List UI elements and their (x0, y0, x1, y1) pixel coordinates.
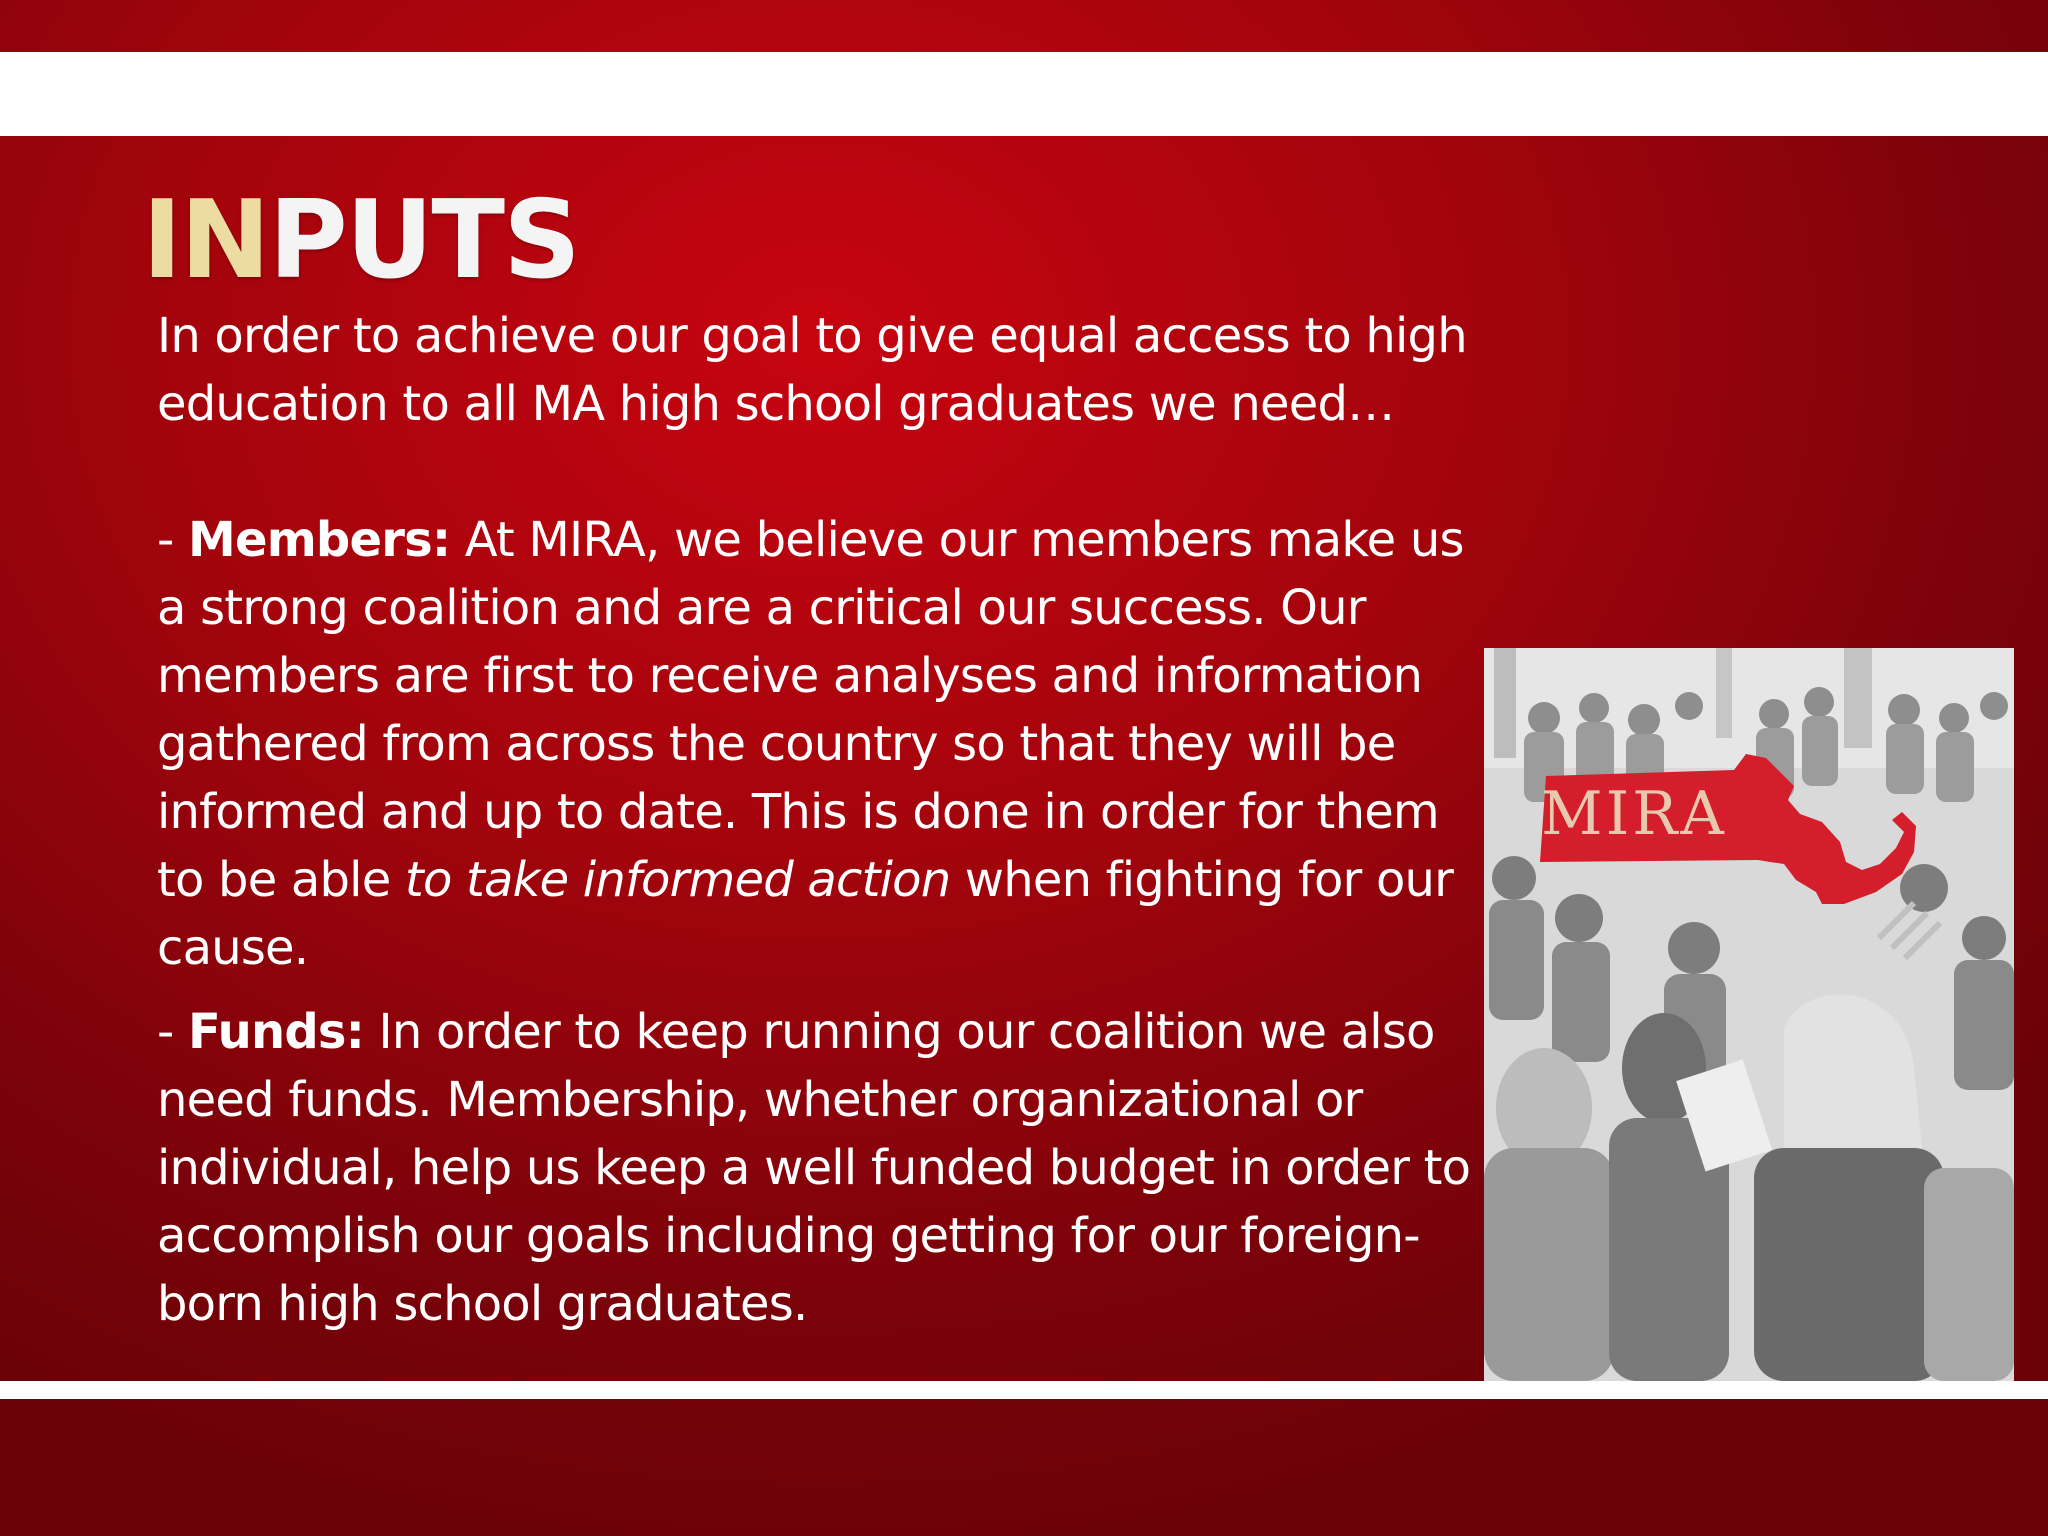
funds-label: Funds: (187, 1004, 365, 1060)
title-highlight: IN (142, 178, 269, 303)
intro-paragraph: In order to achieve our goal to give equal access to high education to all MA high school graduates we need… (157, 308, 1467, 432)
members-text: At MIRA, we believe our members make us a strong coalition and are a critical our success. Our members are first to receive analyses and information gathered from across the country so that they will be informed and up to date. This is done in order for them to be able (157, 512, 1464, 908)
members-label: Members: (187, 512, 451, 568)
bottom-white-band (0, 1381, 2048, 1399)
mira-crowd-photo (1484, 648, 2014, 1381)
title-rest: PUTS (268, 178, 579, 303)
funds-text: In order to keep running our coalition we also need funds. Membership, whether organizational or individual, help us keep a well funded budget in order to accomplish our goals including getting for our foreign-born high school graduates. (157, 1004, 1471, 1332)
funds-paragraph (157, 998, 1497, 1338)
members-dash: - (157, 512, 188, 568)
members-text-end: when fighting for our cause. (157, 852, 1454, 976)
slide-title (142, 176, 579, 306)
funds-dash: - (157, 1004, 188, 1060)
body-text (157, 302, 1497, 1338)
members-paragraph (157, 506, 1497, 982)
map-logo-text: MIRA (1541, 779, 1727, 849)
members-italic-text: to take informed action (404, 852, 951, 908)
top-white-band (0, 52, 2048, 136)
